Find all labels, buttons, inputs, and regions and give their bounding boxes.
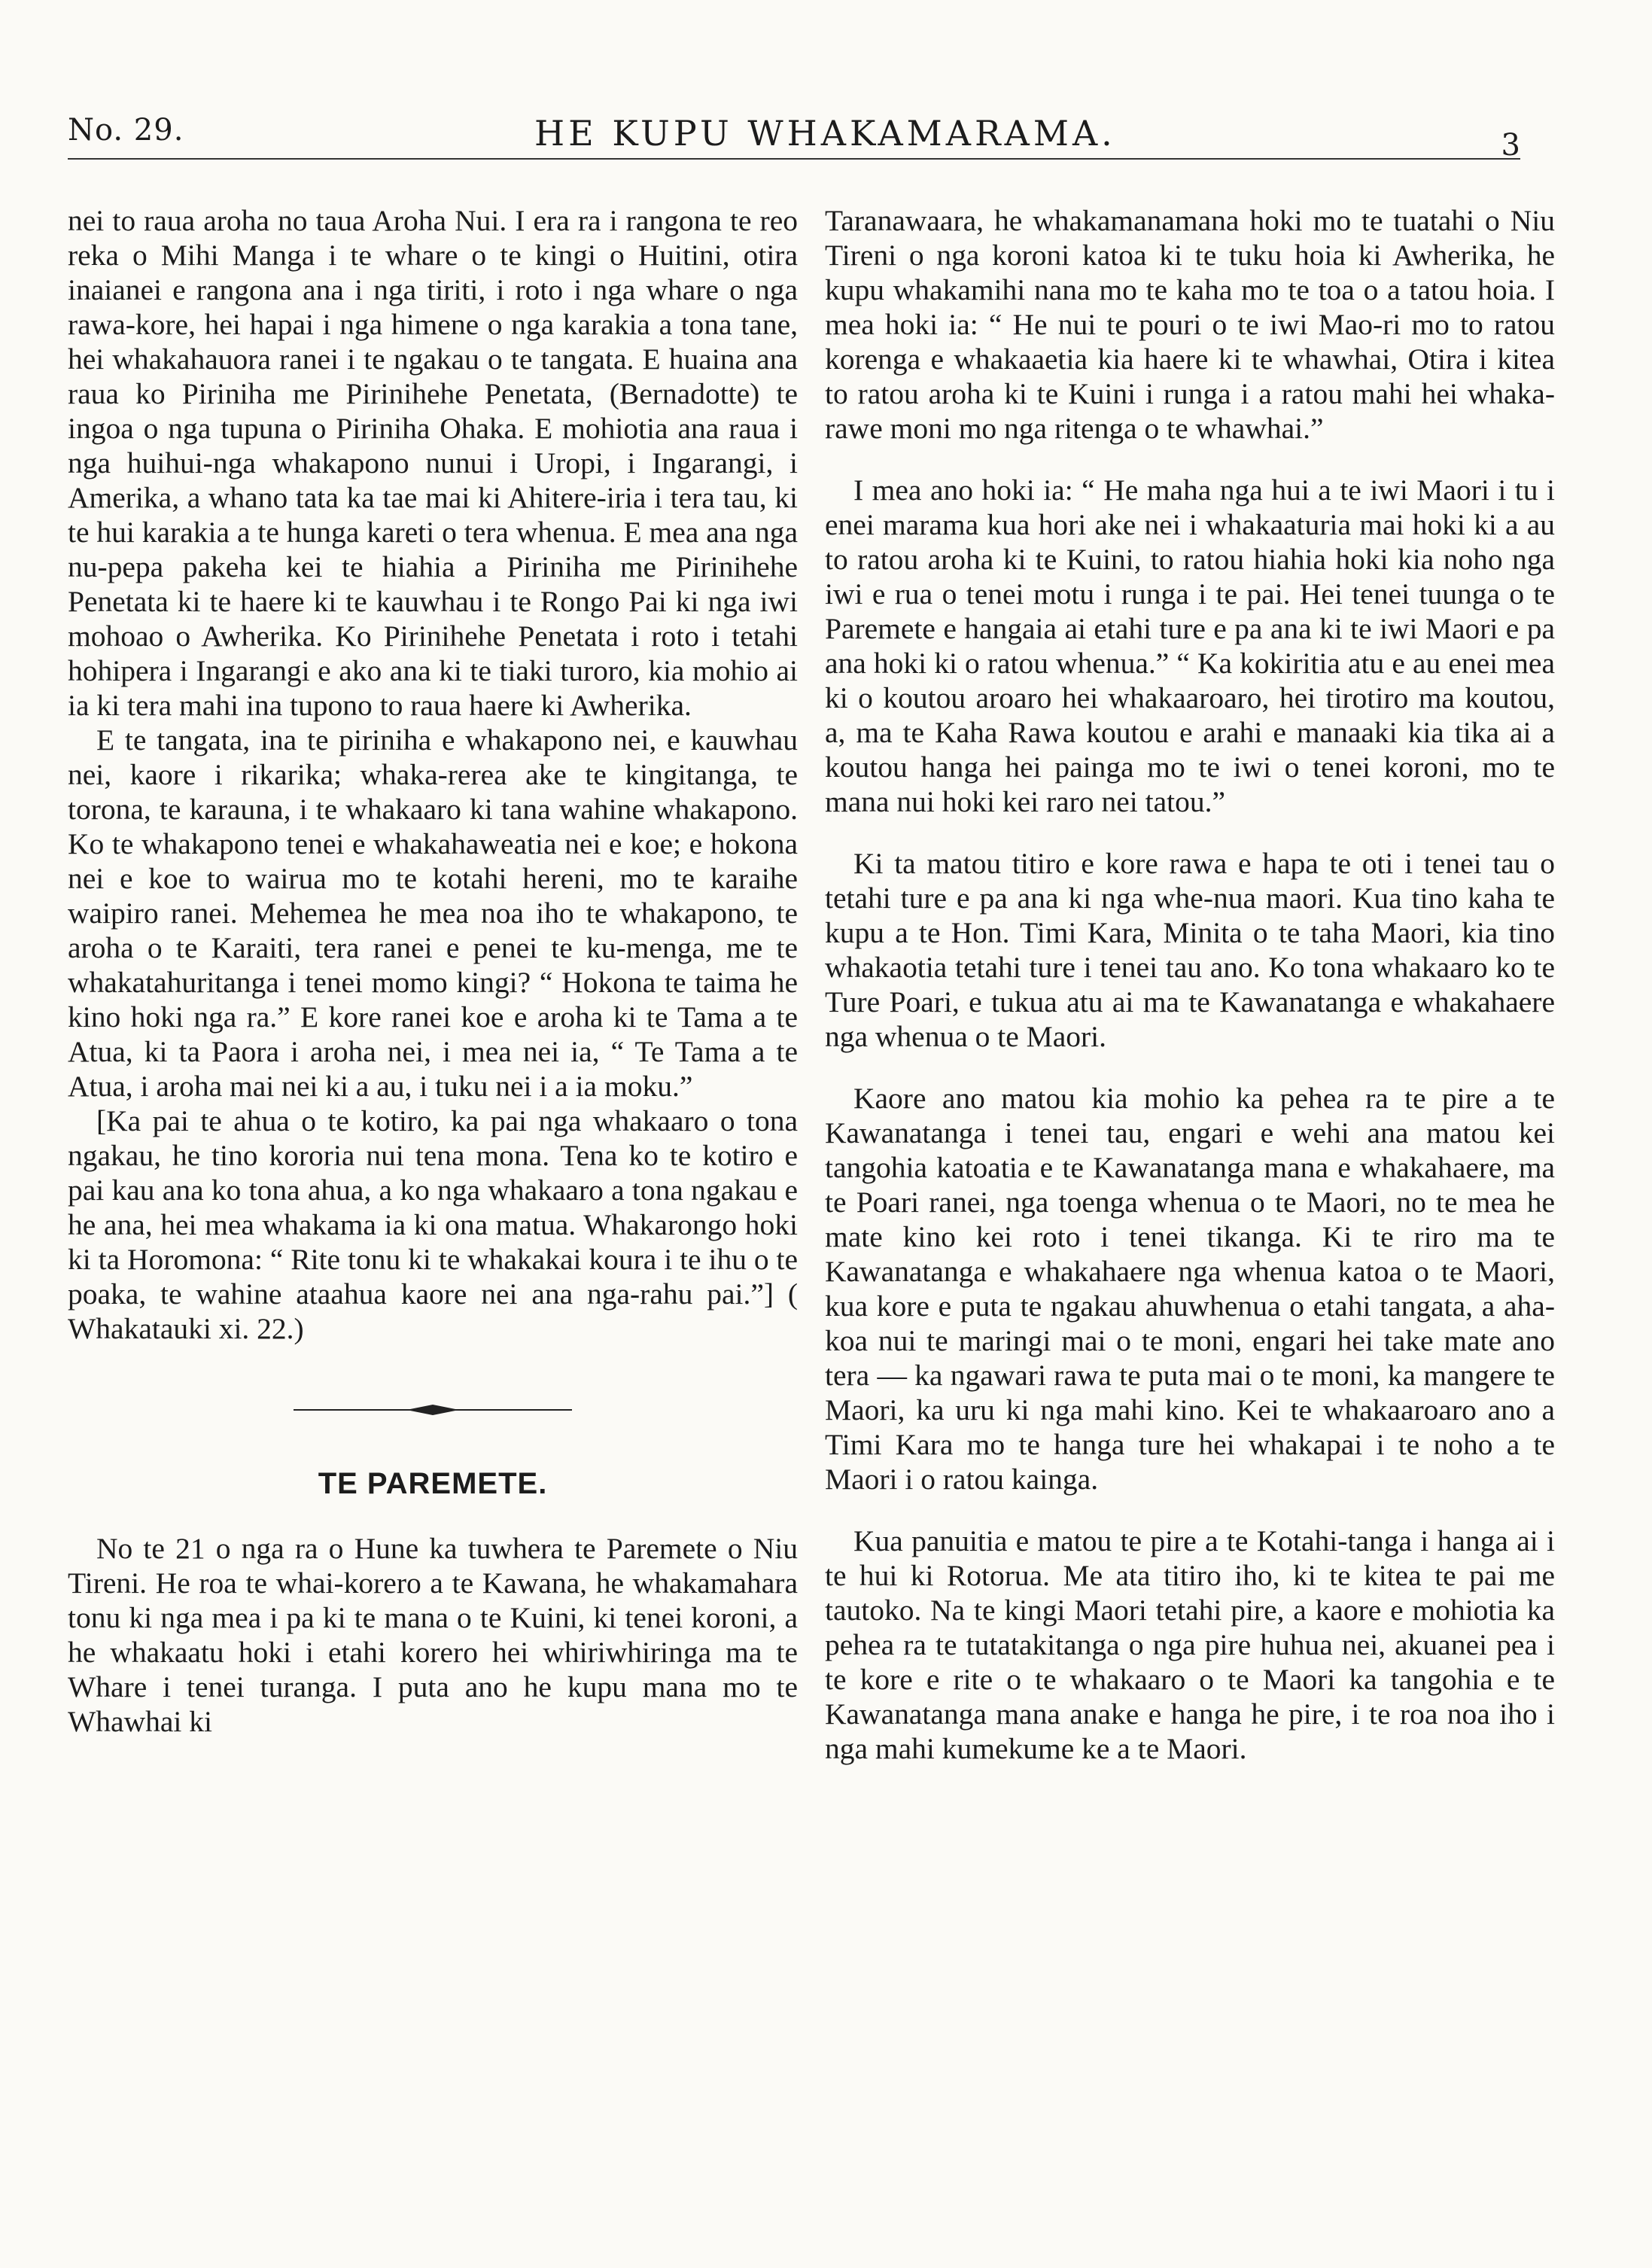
right-paragraph-5: Kua panuitia e matou te pire a te Kotahi-tanga i hanga ai i te hui ki Rotorua. Me ata titiro iho, ki te kitea te pai me tautoko. Na te kingi Maori tetahi pire, a kaore e mohiotia ka pehea ra te tutatakitanga o nga pire huhua nei, akuanei pea i te kore e rite o te whakaaro o te Maori ka tangohia e te Kawanatanga mana anake e hanga he pire, i te roa noa iho i nga mahi kumekume ke a te Maori. bbox=[825, 1524, 1555, 1765]
left-paragraph-1: nei to raua aroha no taua Aroha Nui. I era ra i rangona te reo reka o Mihi Manga i te whare o te kingi o Huitini, otira inaianei e rangona ana i nga tiriti, i roto i nga whare o nga rawa-kore, hei hapai i nga himene o nga karakia a tona tane, hei whakahauora ranei i te ngakau o te tangata. E huaina ana raua ko Piriniha me Pirinihehe Penetata, (Bernadotte) te ingoa o nga tupuna o Piriniha Ohaka. E mohiotia ana raua i nga huihui-nga whakapono nunui i Uropi, i Ingarangi, i Amerika, a whano tata ka tae mai ki Ahitere-iria i tera tau, ki te hui karakia a te hunga kareti o tera whenua. E mea ana nga nu-pepa pakeha kei te hiahia a Piriniha me Pirinihehe Penetata ki te haere ki te kauwhau i te Rongo Pai ki nga iwi mohoao o Awherika. Ko Pirinihehe Penetata i roto i tetahi hohipera i Ingarangi e ako ana ki te tiaki turoro, kia mohio ai ia ki tera mahi ina tupono to raua haere ki Awherika. bbox=[68, 204, 798, 722]
left-paragraph-2: E te tangata, ina te piriniha e whakapono nei, e kauwhau nei, kaore i rikarika; whaka-rerea ake te kingitanga, te torona, te karauna, i te whakaaro ki tana wahine whakapono. Ko te whakapono tenei e whakahaweatia nei e koe; e hokona nei e koe to wairua mo te kotahi hereni, mo te karaihe waipiro ranei. Mehemea he mea noa iho te whakapono, te aroha o te Karaiti, tera ranei e penei te ku-menga, me te whakatahuritanga i tenei momo kingi? “ Hokona te taima he kino hoki nga ra.” E kore ranei koe e aroha ki te Tama a te Atua, ki ta Paora i aroha nei, i mea nei ia, “ Te Tama a te Atua, i aroha mai nei ki a au, i tuku nei i a ia moku.” bbox=[68, 723, 798, 1103]
right-paragraph-3: Ki ta matou titiro e kore rawa e hapa te oti i tenei tau o tetahi ture e pa ana ki nga whe-nua maori. Kua tino kaha te kupu a te Hon. Timi Kara, Minita o te taha Maori, kia tino whakaotia tetahi ture i tenei tau ano. Ko tona whakaaro ko te Ture Poari, e tukua atu ai ma te Kawanatanga e whakahaere nga whenua o te Maori. bbox=[825, 847, 1555, 1053]
issue-number: No. 29. bbox=[68, 113, 184, 148]
left-column bbox=[68, 203, 798, 1739]
section-divider-ornament bbox=[294, 1399, 572, 1421]
header-rule bbox=[68, 158, 1520, 160]
newspaper-title: HE KUPU WHAKAMARAMA. bbox=[534, 113, 1116, 154]
section-title: TE PAREMETE. bbox=[318, 1467, 548, 1500]
right-paragraph-1: Taranawaara, he whakamanamana hoki mo te tuatahi o Niu Tireni o nga koroni katoa ki te tuku hoia ki Awherika, he kupu whakamihi nana mo te kaha mo te toa o a tatou hoia. I mea hoki ia: “ He nui te pouri o te iwi Mao-ri mo to ratou korenga e whakaaetia kia haere ki te whawhai, Otira i kitea to ratou aroha ki te Kuini i runga i a ratou mahi hei whaka-rawe moni mo nga ritenga o te whawhai.” bbox=[825, 204, 1555, 445]
section-paragraph: No te 21 o nga ra o Hune ka tuwhera te Paremete o Niu Tireni. He roa te whai-korero a te Kawana, he whakamahara tonu ki nga mea i pa ki te mana o te Kuini, ki tenei koroni, a he whakaatu hoki i etahi korero hei whiriwhiringa ma te Whare i tenei turanga. I puta ano he kupu mana mo te Whawhai ki bbox=[68, 1532, 798, 1738]
left-paragraph-3: [Ka pai te ahua o te kotiro, ka pai nga whakaaro o tona ngakau, he tino kororia nui tena mona. Tena ko te kotiro e pai kau ana ko tona ahua, a ko nga whakaaro a tona ngakau e he ana, hei mea whakama ia ki ona matua. Whakarongo hoki ki ta Horomona: “ Rite tonu ki te whakakai koura i te ihu o te poaka, te wahine ataahua kaore nei ana nga-rahu pai.”] ( Whakatauki xi. 22.) bbox=[68, 1104, 798, 1345]
page-number: 3 bbox=[1501, 128, 1520, 163]
right-column bbox=[825, 203, 1555, 1766]
right-paragraph-2: I mea ano hoki ia: “ He maha nga hui a te iwi Maori i tu i enei marama kua hori ake nei i whakaaturia mai hoki ki a au to ratou aroha ki te Kuini, to ratou hiahia hoki kia noho nga iwi e rua o tenei motu i runga i te pai. Hei tenei tuunga o te Paremete e hangaia ai etahi ture e pa ana ki te iwi Maori e pa ana hoki ki o ratou whenua.” “ Ka kokiritia atu e au enei mea ki o koutou aroaro hei whakaaroaro, hei tirotiro ma koutou, a, ma te Kaha Rawa koutou e arahi e manaaki kia tika ai a koutou hanga hei painga mo te iwi o tenei koroni, mo te mana nui hoki kei raro nei tatou.” bbox=[825, 473, 1555, 818]
page-header bbox=[68, 113, 1520, 166]
right-paragraph-4: Kaore ano matou kia mohio ka pehea ra te pire a te Kawanatanga i tenei tau, engari e wehi ana matou kei tangohia katoatia e te Kawanatanga mana e whakahaere, ma te Poari ranei, nga toenga whenua o te Maori, no te mea he mate kino kei roto i tenei tikanga. Ki te riro ma te Kawanatanga e whakahaere nga whenua katoa o te Maori, kua kore e puta te ngakau ahuwhenua o etahi tangata, a aha-koa nui te maringi mai o te moni, engari hei take mate ano tera — ka ngawari rawa te puta mai o te moni, ka mangere te Maori, ka uru ki nga mahi kino. Kei te whakaaroaro ano a Timi Kara mo te hanga ture hei whakapai i te noho a te Maori i o ratou kainga. bbox=[825, 1082, 1555, 1496]
